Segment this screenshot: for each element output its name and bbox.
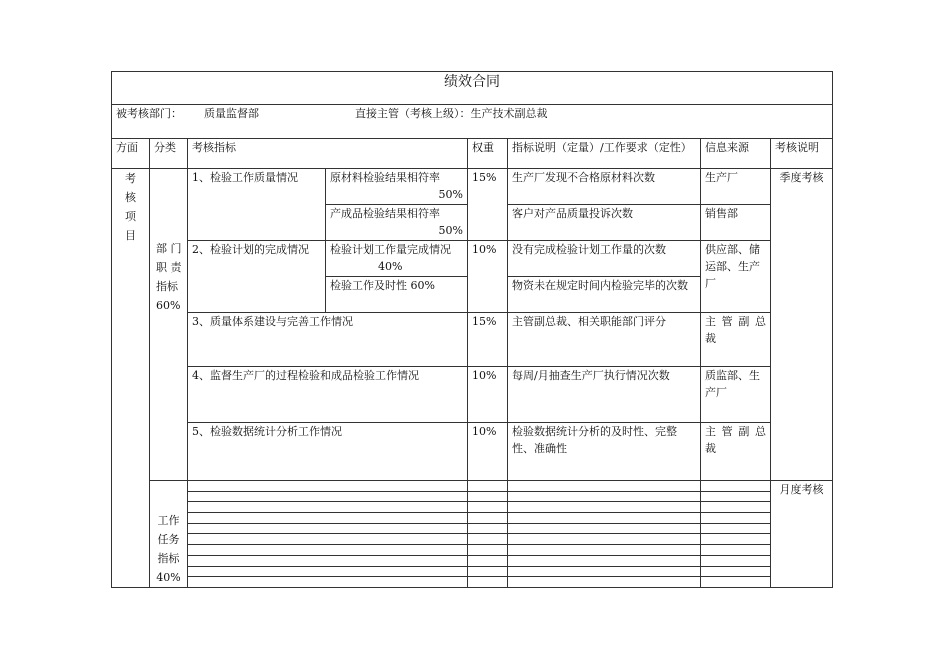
weight-3: 15% (468, 313, 508, 367)
blank-row (112, 513, 833, 524)
blank-row (112, 566, 833, 577)
header-description: 指标说明（定量）/工作要求（定性） (508, 139, 701, 169)
blank-row (112, 481, 833, 492)
weight-4: 10% (468, 367, 508, 423)
indicator-3: 3、质量体系建设与完善工作情况 (188, 313, 468, 367)
indicator-4: 4、监督生产厂的过程检验和成品检验工作情况 (188, 367, 468, 423)
sub-indicator-2a: 检验计划工作量完成情况 40% (326, 241, 468, 277)
source-1b: 销售部 (701, 205, 771, 241)
dept-value: 质量监督部 (204, 107, 259, 120)
desc-3: 主管副总裁、相关职能部门评分 (508, 313, 701, 367)
indicator-5: 5、检验数据统计分析工作情况 (188, 423, 468, 481)
header-source: 信息来源 (701, 139, 771, 169)
supervisor-value: 生产技术副总裁 (470, 107, 548, 120)
note-monthly: 月度考核 (771, 481, 833, 588)
department-info-row (112, 105, 833, 139)
desc-1a: 生产厂发现不合格原材料次数 (508, 169, 701, 205)
sub-indicator-1b: 产成品检验结果相符率 50% (326, 205, 468, 241)
weight-5: 10% (468, 423, 508, 481)
source-2: 供应部、储运部、生产厂 (701, 241, 771, 313)
sub-indicator-1a: 原材料检验结果相符率 50% (326, 169, 468, 205)
blank-row (112, 555, 833, 566)
indicator-1: 1、检验工作质量情况 (188, 169, 326, 241)
header-aspect: 方面 (112, 139, 150, 169)
desc-2a: 没有完成检验计划工作量的次数 (508, 241, 701, 277)
performance-contract-table (111, 71, 833, 588)
blank-row (112, 491, 833, 502)
header-indicator: 考核指标 (188, 139, 468, 169)
desc-5: 检验数据统计分析的及时性、完整性、准确性 (508, 423, 701, 481)
blank-row (112, 577, 833, 588)
blank-row (112, 502, 833, 513)
category-dept-duty: 部 门 职 责 指标 60% (150, 169, 188, 481)
source-4: 质监部、生产厂 (701, 367, 771, 423)
weight-2: 10% (468, 241, 508, 313)
contract-title: 绩效合同 (112, 72, 833, 105)
header-row (112, 139, 833, 169)
weight-1: 15% (468, 169, 508, 241)
blank-row (112, 534, 833, 545)
source-5: 主 管 副 总 裁 (701, 423, 771, 481)
header-category: 分类 (150, 139, 188, 169)
aspect-cell: 考 核 项 目 (112, 169, 150, 588)
note-quarterly: 季度考核 (771, 169, 833, 481)
sub-indicator-2b: 检验工作及时性 60% (326, 277, 468, 313)
dept-label: 被考核部门： (116, 107, 182, 120)
blank-row (112, 523, 833, 534)
indicator-2: 2、检验计划的完成情况 (188, 241, 326, 313)
category-work-task: 工作 任务 指标 40% (150, 481, 188, 588)
blank-row (112, 545, 833, 556)
supervisor-label: 直接主管（考核上级）： (355, 107, 471, 120)
header-weight: 权重 (468, 139, 508, 169)
header-note: 考核说明 (771, 139, 833, 169)
source-3: 主 管 副 总 裁 (701, 313, 771, 367)
desc-2b: 物资未在规定时间内检验完毕的次数 (508, 277, 701, 313)
source-1a: 生产厂 (701, 169, 771, 205)
desc-1b: 客户对产品质量投诉次数 (508, 205, 701, 241)
desc-4: 每周/月抽查生产厂执行情况次数 (508, 367, 701, 423)
